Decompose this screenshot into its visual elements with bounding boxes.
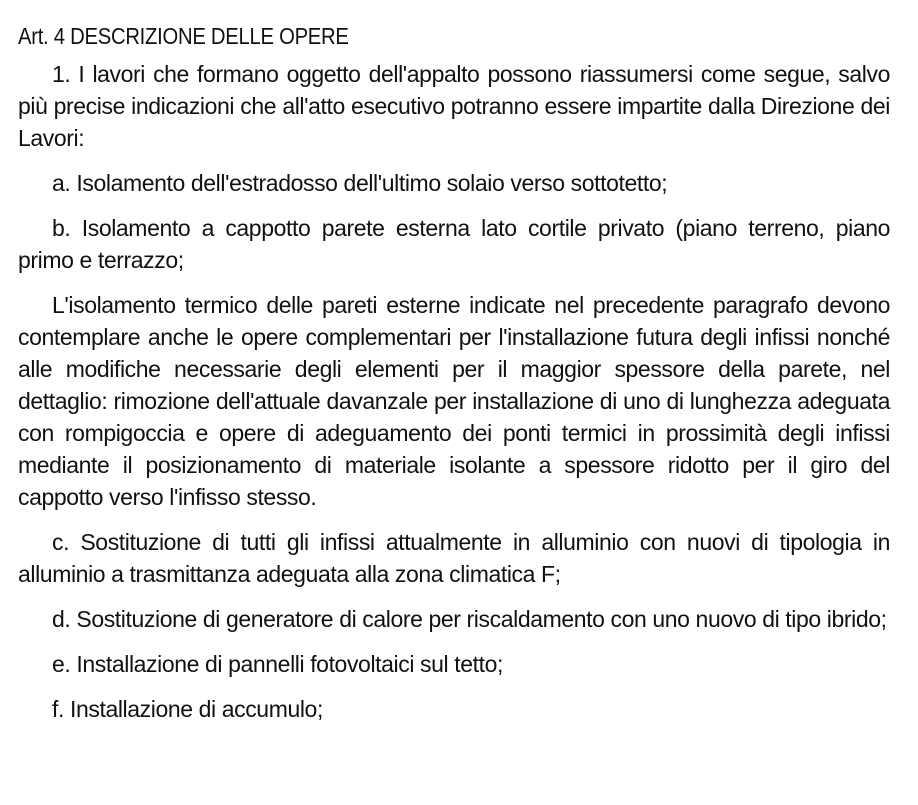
list-item-a: a. Isolamento dell'estradosso dell'ultimo solaio verso sottotetto; — [52, 170, 668, 196]
paragraph-isolamento-details: L'isolamento termico delle pareti esterne indicate nel precedente paragrafo devono contemplare anche le opere complementari per l'installazione futura degli infissi nonché alle modifiche necessarie degli elementi per il maggior spessore della parete, nel dettaglio: rimozione dell'attuale davanzale per installazione di uno di lunghezza adeguata con rompigoccia e opere di adeguamento dei ponti termici in prossimità degli infissi mediante il posizionamento di materiale isolante a spessore ridotto per il giro del cappotto verso l'infisso stesso. — [18, 292, 890, 510]
list-item-d: d. Sostituzione di generatore di calore per riscaldamento con uno nuovo di tipo ibrido; — [52, 606, 887, 632]
document-page — [18, 16, 890, 725]
list-item-c: c. Sostituzione di tutti gli infissi attualmente in alluminio con nuovi di tipologia in alluminio a trasmittanza adeguata alla zona climatica F; — [18, 529, 890, 587]
article-heading: Art. 4 DESCRIZIONE DELLE OPERE — [18, 23, 349, 49]
list-item-b: b. Isolamento a cappotto parete esterna lato cortile privato (piano terreno, piano primo e terrazzo; — [18, 215, 890, 273]
list-item-e: e. Installazione di pannelli fotovoltaici sul tetto; — [52, 651, 503, 677]
list-item-f: f. Installazione di accumulo; — [52, 696, 323, 722]
paragraph-intro: 1. I lavori che formano oggetto dell'appalto possono riassumersi come segue, salvo più precise indicazioni che all'atto esecutivo potranno essere impartite dalla Direzione dei Lavori: — [18, 61, 890, 151]
